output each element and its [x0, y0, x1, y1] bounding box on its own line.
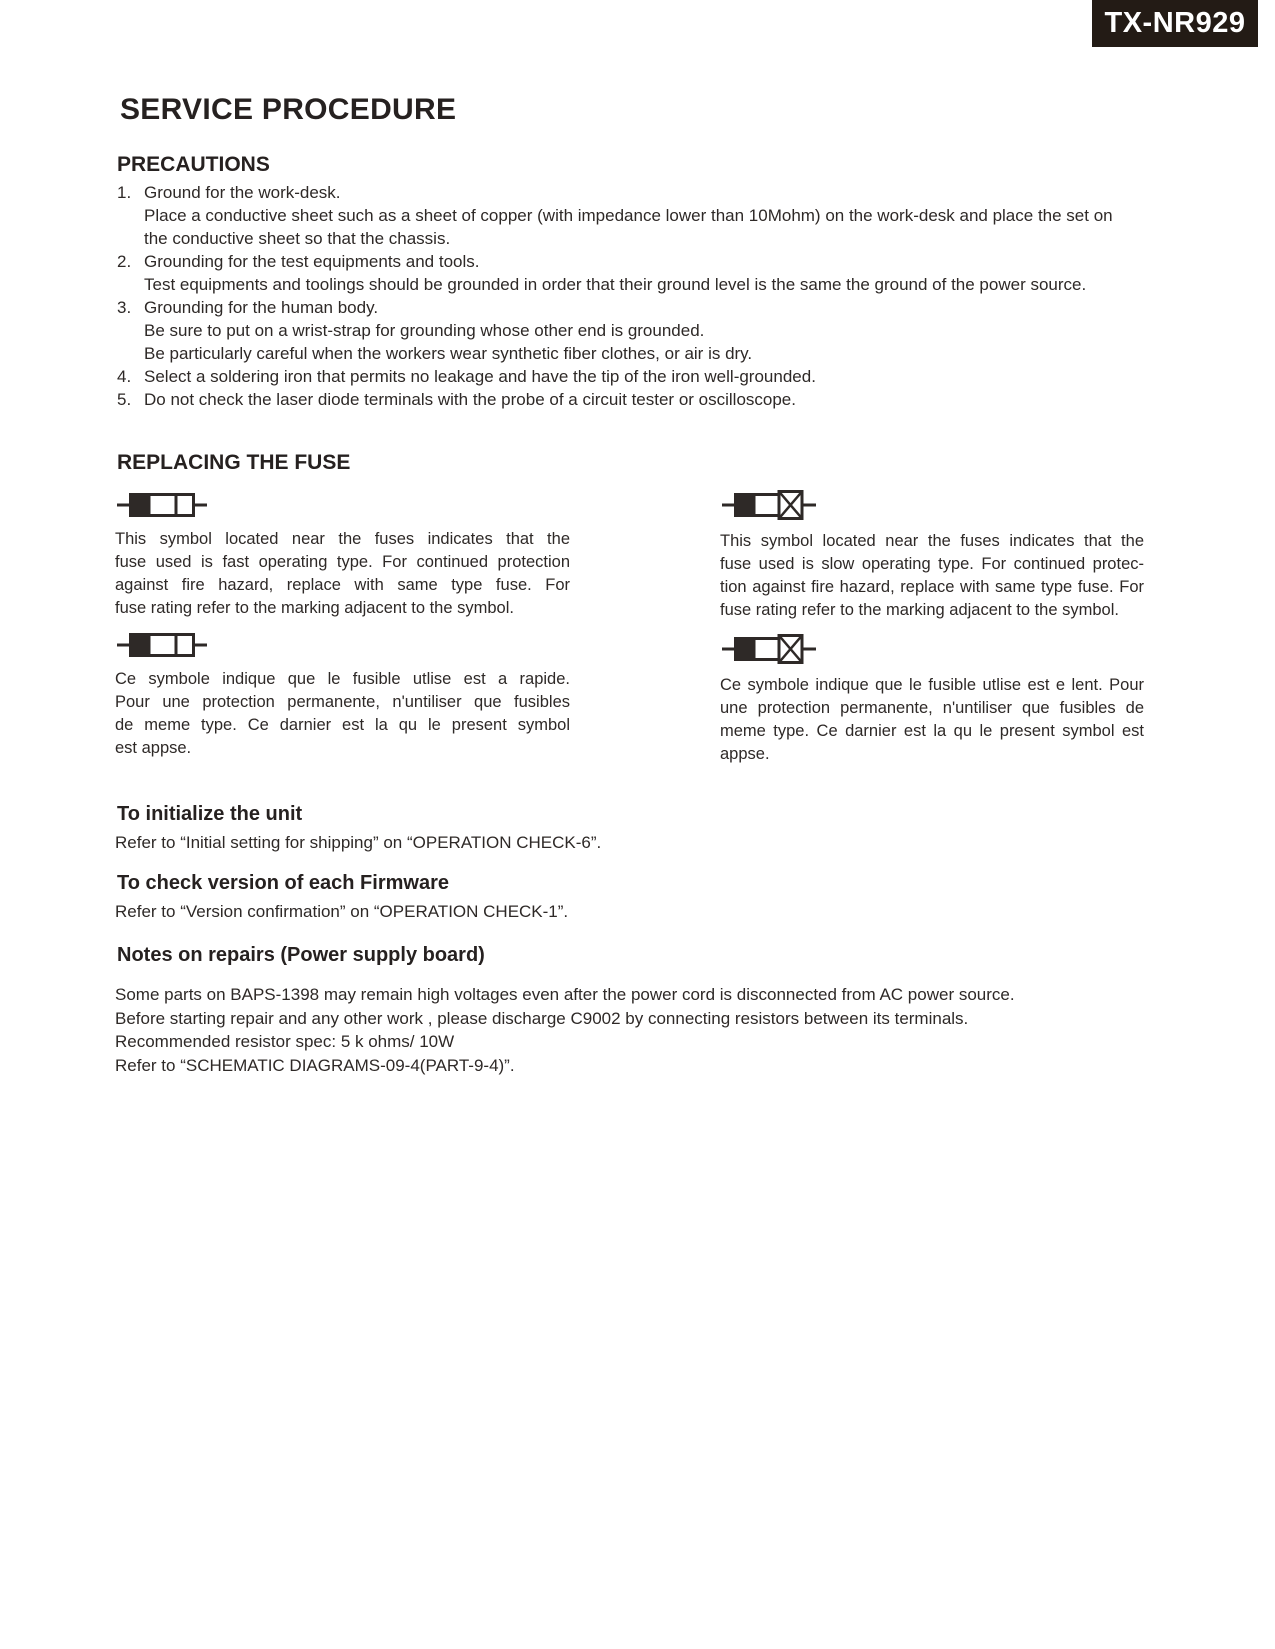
section-line: Refer to “Version confirmation” on “OPERATION CHECK-1”. — [115, 902, 569, 921]
precaution-text: Test equipments and toolings should be grounded in order that their ground level is the same the ground of the power source. — [144, 275, 1087, 294]
precaution-text: the conductive sheet so that the chassis. — [144, 229, 451, 248]
section-line: Recommended resistor spec: 5 k ohms/ 10W — [115, 1032, 455, 1051]
precaution-line — [117, 181, 1113, 204]
fuse-note-line: fuse used is fast operating type. For continued protection — [115, 553, 570, 571]
fuse-note-fr-fast — [115, 668, 570, 760]
fuse-note-line: de meme type. Ce darnier est la qu le present symbol — [115, 716, 570, 734]
fuse-note-line: tion against fire hazard, replace with same type fuse. For — [720, 578, 1144, 596]
precaution-item-number: 2. — [117, 252, 132, 271]
fuse-note-line: This symbol located near the fuses indicates that the — [115, 530, 570, 548]
fuse-note-line: Pour une protection permanente, n'untiliser que fusibles — [115, 693, 570, 711]
fuse-column-left — [115, 490, 570, 760]
precaution-text: Be sure to put on a wrist-strap for grounding whose other end is grounded. — [144, 321, 705, 340]
fuse-note-line: Ce symbole indique que le fusible utlise est a rapide. — [115, 670, 570, 688]
precaution-text: Do not check the laser diode terminals with the probe of a circuit tester or oscilloscope. — [144, 390, 796, 409]
precaution-text: Place a conductive sheet such as a sheet of copper (with impedance lower than 10Mohm) on the work-desk and place the set on — [144, 206, 1113, 225]
fast-blow-fuse-icon — [117, 490, 207, 520]
fuse-note-line: Ce symbole indique que le fusible utlise est e lent. Pour — [720, 676, 1144, 694]
fuse-note-line: appse. — [720, 745, 770, 763]
slow-blow-fuse-icon — [722, 632, 816, 666]
fuse-note-line: fuse rating refer to the marking adjacent to the symbol. — [720, 601, 1119, 619]
section-heading-initialize: To initialize the unit — [117, 803, 303, 825]
section-heading-firmware: To check version of each Firmware — [117, 872, 449, 894]
section-repairs-body — [115, 983, 1015, 1077]
model-number: TX-NR929 — [1104, 7, 1246, 39]
precaution-line — [117, 296, 1113, 319]
precaution-text: Grounding for the test equipments and tools. — [144, 252, 480, 271]
precaution-line — [117, 342, 1113, 365]
page-title: SERVICE PROCEDURE — [120, 93, 457, 126]
precaution-text: Be particularly careful when the workers wear synthetic fiber clothes, or air is dry. — [144, 344, 753, 363]
precaution-item-number: 5. — [117, 390, 132, 409]
slow-blow-fuse-icon — [722, 488, 816, 522]
precaution-text: Grounding for the human body. — [144, 298, 379, 317]
fuse-note-line: fuse used is slow operating type. For continued protec- — [720, 555, 1144, 573]
fuse-note-en-slow — [720, 530, 1144, 622]
precaution-line — [117, 365, 1113, 388]
precaution-text: Select a soldering iron that permits no leakage and have the tip of the iron well-grounded. — [144, 367, 816, 386]
fast-blow-fuse-icon — [117, 630, 207, 660]
precaution-item-number: 4. — [117, 367, 132, 386]
section-line: Some parts on BAPS-1398 may remain high voltages even after the power cord is disconnected from AC power source. — [115, 985, 1015, 1004]
section-line: Refer to “Initial setting for shipping” on “OPERATION CHECK-6”. — [115, 833, 602, 852]
precautions-list — [117, 181, 1113, 411]
replacing-fuse-heading: REPLACING THE FUSE — [117, 451, 351, 474]
section-line: Before starting repair and any other work , please discharge C9002 by connecting resistors between its terminals. — [115, 1008, 969, 1028]
fuse-note-line: meme type. Ce darnier est la qu le present symbol est — [720, 722, 1144, 740]
section-line: Refer to “SCHEMATIC DIAGRAMS-09-4(PART-9-4)”. — [115, 1055, 515, 1075]
precaution-item-number: 1. — [117, 183, 132, 202]
fuse-note-line: une protection permanente, n'untiliser que fusibles de — [720, 699, 1144, 717]
fuse-note-line: fuse rating refer to the marking adjacent to the symbol. — [115, 599, 514, 617]
fuse-note-line: est appse. — [115, 739, 192, 757]
model-badge — [1092, 0, 1258, 47]
precaution-text: Ground for the work-desk. — [144, 183, 341, 202]
precautions-heading: PRECAUTIONS — [117, 153, 270, 176]
precaution-line — [117, 273, 1113, 296]
section-heading-repairs: Notes on repairs (Power supply board) — [117, 944, 485, 966]
precaution-item-number: 3. — [117, 298, 132, 317]
fuse-column-right — [720, 488, 1144, 766]
precaution-line — [117, 319, 1113, 342]
fuse-note-fr-slow — [720, 674, 1144, 766]
fuse-note-line: This symbol located near the fuses indicates that the — [720, 532, 1144, 550]
precaution-line — [117, 204, 1113, 227]
fuse-note-line: against fire hazard, replace with same type fuse. For — [115, 576, 570, 594]
precaution-line — [117, 250, 1113, 273]
fuse-note-en-fast — [115, 528, 570, 620]
precaution-line — [117, 388, 1113, 411]
precaution-line — [117, 227, 1113, 250]
